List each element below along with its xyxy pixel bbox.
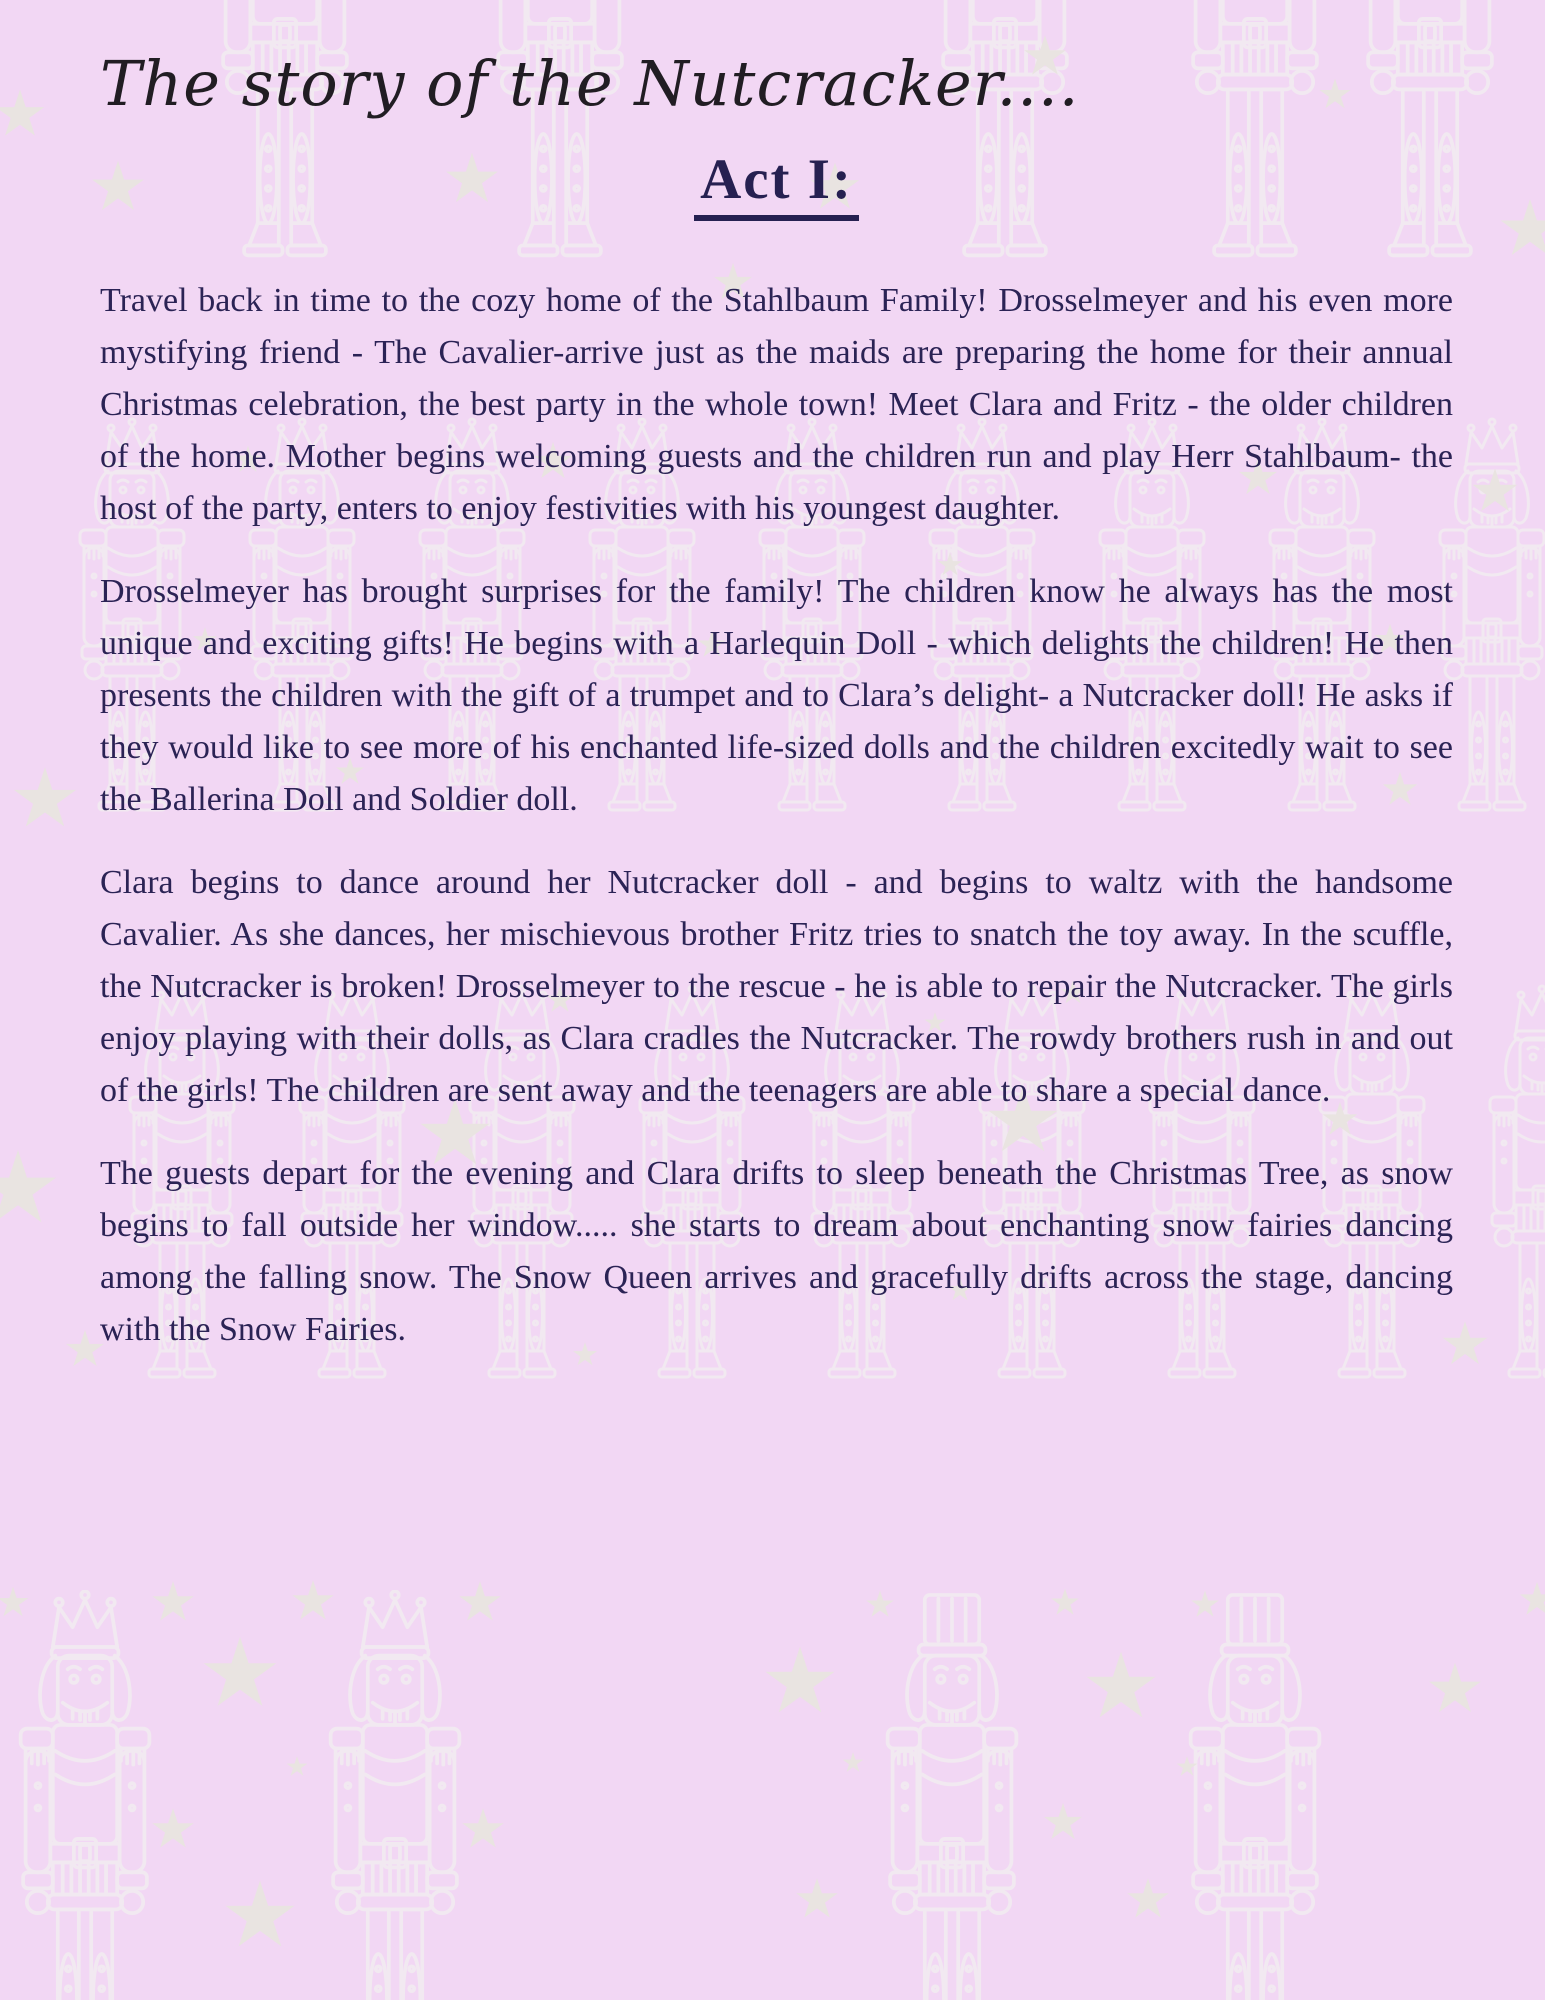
story-text	[100, 275, 1453, 1356]
act-heading-row	[100, 147, 1453, 221]
story-paragraph-1: Travel back in time to the cozy home of the Stahlbaum Family! Drosselmeyer and his even more mystifying friend - The Cavalier-arrive just as the maids are preparing the home for their annual Christmas celebration, the best party in the whole town! Meet Clara and Fritz - the older children of the home. Mother begins welcoming guests and the children run and play Herr Stahlbaum- the host of the party, enters to enjoy festivities with his youngest daughter.	[100, 281, 1453, 527]
story-paragraph-4: The guests depart for the evening and Clara drifts to sleep beneath the Christmas Tree, as snow begins to fall outside her window..... she starts to dream about enchanting snow fairies dancing among the falling snow. The Snow Queen arrives and gracefully drifts across the stage, dancing with the Snow Fairies.	[100, 1154, 1453, 1348]
act-heading: Act I:	[694, 147, 859, 221]
story-paragraph-2: Drosselmeyer has brought surprises for the family! The children know he always has the most unique and exciting gifts! He begins with a Harlequin Doll - which delights the children! He then presents the children with the gift of a trumpet and to Clara’s delight- a Nutcracker doll! He asks if they would like to see more of his enchanted life-sized dolls and the children excitedly wait to see the Ballerina Doll and Soldier doll.	[100, 572, 1453, 818]
story-paragraph-3: Clara begins to dance around her Nutcracker doll - and begins to waltz with the handsome Cavalier. As she dances, her mischievous brother Fritz tries to snatch the toy away. In the scuffle, the Nutcracker is broken! Drosselmeyer to the rescue - he is able to repair the Nutcracker. The girls enjoy playing with their dolls, as Clara cradles the Nutcracker. The rowdy brothers rush in and out of the girls! The children are sent away and the teenagers are able to share a special dance.	[100, 863, 1453, 1109]
page-title: The story of the Nutcracker....	[100, 47, 1080, 120]
